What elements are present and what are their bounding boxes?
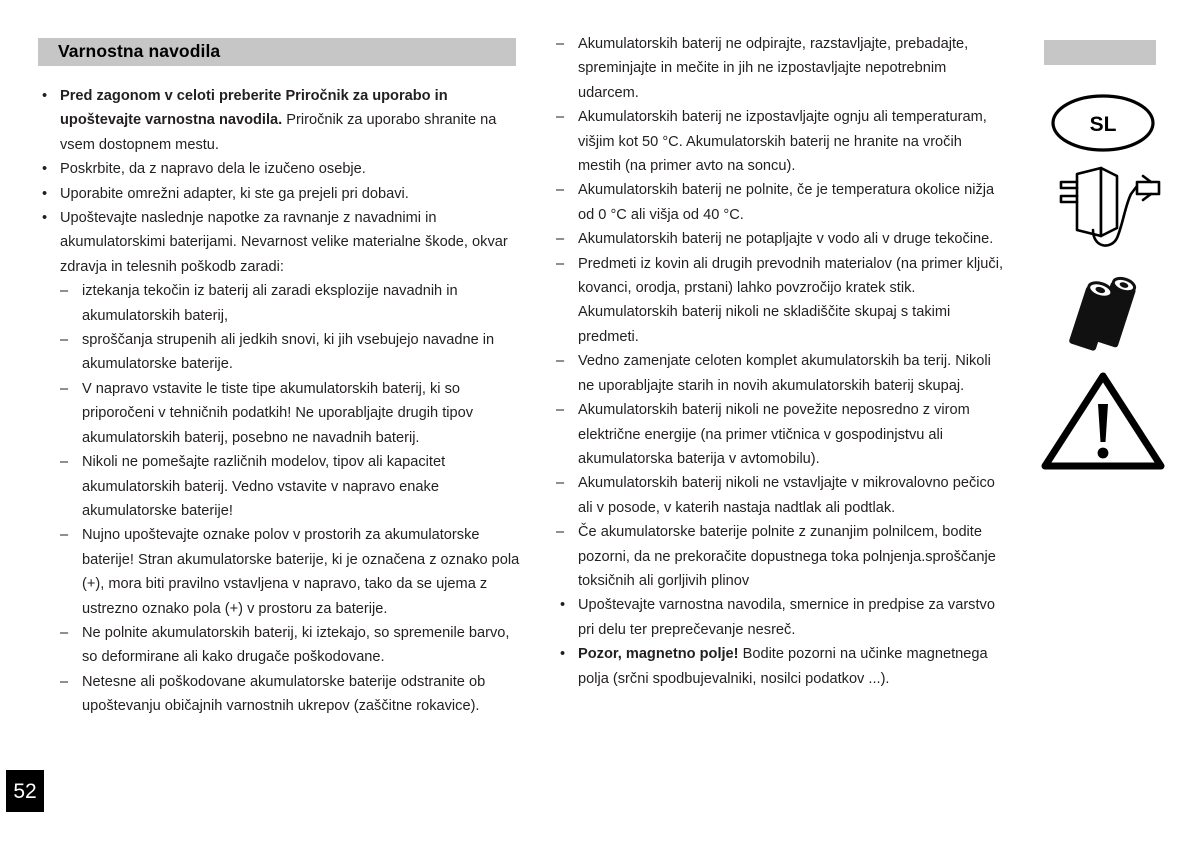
list-item bbox=[556, 593, 1008, 642]
list-item bbox=[556, 227, 1008, 251]
list-item-text bbox=[60, 157, 520, 181]
dash-marker: – bbox=[556, 353, 565, 370]
margin-icon-strip bbox=[1038, 90, 1168, 480]
list-item-text bbox=[578, 252, 1008, 350]
bullet-marker: • bbox=[42, 161, 48, 178]
list-item bbox=[38, 377, 520, 450]
battery-icon bbox=[1038, 266, 1168, 370]
list-item-text bbox=[60, 206, 520, 279]
list-item bbox=[38, 523, 520, 621]
right-text-column bbox=[556, 32, 1008, 691]
list-item-body: Predmeti iz kovin ali drugih prevodnih materialov (na primer ključi, kovanci, orodja, prstani) lahko povzročijo kratek stik. Akumulatorskih baterij nikoli ne skladiščite skupaj s takimi predmeti. bbox=[578, 255, 1004, 345]
left-text-column bbox=[38, 84, 520, 719]
list-item bbox=[556, 105, 1008, 178]
list-item-body: Ne polnite akumulatorskih baterij, ki iztekajo, so spremenile barvo, so deformirane ali kako drugače poškodovane. bbox=[82, 624, 510, 666]
list-item bbox=[556, 178, 1008, 227]
list-item-body: Če akumulatorske baterije polnite z zunanjim polnilcem, bodite pozorni, da ne prekoračite dopustnega toka polnjenja.sproščanje toksičnih ali gorljivih plinov bbox=[578, 524, 996, 589]
page-number-value: 52 bbox=[13, 779, 37, 803]
list-item-text bbox=[82, 377, 520, 450]
list-item bbox=[38, 182, 520, 206]
list-item bbox=[38, 670, 520, 719]
list-item-body: Akumulatorskih baterij nikoli ne vstavljajte v mikrovalovno pečico ali v posode, v katerih nastaja nadtlak ali podtlak. bbox=[578, 475, 995, 516]
list-item-text bbox=[578, 32, 1008, 105]
language-badge-label: SL bbox=[1089, 113, 1117, 136]
dash-marker: – bbox=[60, 332, 69, 349]
list-item-text bbox=[82, 279, 520, 328]
list-item-text bbox=[82, 328, 520, 377]
dash-marker: – bbox=[556, 524, 565, 541]
list-item-text bbox=[578, 642, 1008, 691]
list-item-text bbox=[578, 105, 1008, 178]
page-number bbox=[6, 770, 44, 812]
page-title: Varnostna navodila bbox=[58, 41, 221, 62]
section-heading-bar bbox=[38, 38, 516, 66]
list-item-body: sproščanja strupenih ali jedkih snovi, ki jih vsebujejo navadne in akumulatorske baterije. bbox=[82, 332, 495, 373]
dash-marker: – bbox=[556, 231, 565, 248]
bullet-marker: • bbox=[42, 210, 48, 227]
list-item bbox=[38, 621, 520, 670]
list-item-text bbox=[82, 523, 520, 621]
dash-marker: – bbox=[60, 527, 69, 544]
bullet-marker: • bbox=[560, 597, 566, 614]
list-item-body: Akumulatorskih baterij ne izpostavljajte ognju ali temperaturam, višjim kot 50 °C. Akumulatorskih baterij ne hranite na vročih mestih (na primer avto na soncu). bbox=[578, 109, 987, 175]
dash-marker: – bbox=[60, 624, 69, 641]
dash-marker: – bbox=[556, 36, 565, 52]
list-item-text bbox=[82, 670, 520, 719]
dash-marker: – bbox=[556, 182, 565, 199]
list-item-body: V napravo vstavite le tiste tipe akumulatorskih baterij, ki so priporočeni v tehničnih podatkih! Ne uporabljajte drugih tipov akumulatorskih baterij, posebno ne navadnih baterij. bbox=[82, 380, 474, 446]
list-item bbox=[556, 32, 1008, 105]
list-item-text bbox=[60, 182, 520, 206]
language-badge-sl bbox=[1038, 90, 1168, 162]
list-item-text bbox=[578, 178, 1008, 227]
margin-accent-bar bbox=[1044, 40, 1156, 65]
list-item-text bbox=[578, 593, 1008, 642]
list-item-text bbox=[578, 349, 1008, 398]
list-item-text bbox=[578, 227, 1008, 251]
list-item-body: Nujno upoštevajte oznake polov v prostorih za akumulatorske baterije! Stran akumulatorske baterije, ki je označena z oznako pola (+), mora biti pravilno vstavljena v napravo, tako da se ujema z ustrezno oznako pola (+) v prostoru za baterije. bbox=[82, 527, 520, 617]
dash-marker: – bbox=[60, 454, 69, 471]
list-item-body: Netesne ali poškodovane akumulatorske baterije odstranite ob upoštevanju običajnih varnostnih ukrepov (zaščitne rokavice). bbox=[82, 673, 486, 715]
list-item-text bbox=[82, 621, 520, 670]
list-item-body: Akumulatorskih baterij ne polnite, če je temperatura okolice nižja od 0 °C ali višja od 40 °C. bbox=[578, 182, 995, 223]
list-item bbox=[38, 206, 520, 279]
list-item-body: Vedno zamenjate celoten komplet akumulatorskih ba terij. Nikoli ne uporabljajte starih in novih akumulatorskih baterij skupaj. bbox=[578, 353, 991, 394]
list-item-text bbox=[60, 84, 520, 157]
dash-marker: – bbox=[60, 283, 69, 300]
power-adapter-icon bbox=[1038, 162, 1168, 266]
dash-marker: – bbox=[556, 255, 565, 272]
list-item bbox=[38, 450, 520, 523]
list-item-body: Upoštevajte naslednje napotke za ravnanje z navadnimi in akumulatorskimi baterijami. Nevarnost velike materialne škode, okvar zdravja in telesnih poškodb zaradi: bbox=[60, 210, 508, 275]
dash-marker: – bbox=[556, 109, 565, 126]
list-item-text bbox=[578, 398, 1008, 471]
list-item bbox=[556, 471, 1008, 520]
list-item-text bbox=[578, 471, 1008, 520]
list-item-text bbox=[578, 520, 1008, 593]
dash-marker: – bbox=[556, 475, 565, 492]
list-item bbox=[38, 279, 520, 328]
bullet-marker: • bbox=[560, 646, 566, 663]
list-item bbox=[38, 157, 520, 181]
list-item-body: iztekanja tekočin iz baterij ali zaradi eksplozije navadnih in akumulatorskih baterij, bbox=[82, 283, 458, 324]
list-item-body: Akumulatorskih baterij nikoli ne povežite neposredno z virom električne energije (na primer vtičnica v gospodinjstvu ali akumulatorska baterija v avtomobilu). bbox=[578, 402, 970, 467]
list-item-body: Akumulatorskih baterij ne odpirajte, razstavljajte, prebadajte, spreminjajte in mečite in jih ne izpostavljajte nepotrebnim udarcem. bbox=[578, 36, 969, 101]
list-item-body: Upoštevajte varnostna navodila, smernice in predpise za varstvo pri delu ter preprečevanje nesreč. bbox=[578, 597, 995, 638]
dash-marker: – bbox=[556, 402, 565, 419]
bullet-marker: • bbox=[42, 88, 48, 104]
list-item bbox=[556, 642, 1008, 691]
list-item-lead: Pred zagonom v celoti preberite Priročnik za uporabo in upoštevajte varnostna navodila. bbox=[60, 88, 448, 129]
dash-marker: – bbox=[60, 380, 69, 397]
list-item bbox=[556, 349, 1008, 398]
list-item-text bbox=[82, 450, 520, 523]
list-item bbox=[556, 398, 1008, 471]
list-item bbox=[556, 520, 1008, 593]
warning-triangle-icon bbox=[1038, 370, 1168, 480]
dash-marker: – bbox=[60, 673, 69, 690]
list-item-body: Priročnik za uporabo shranite na vsem dostopnem mestu. bbox=[60, 112, 497, 153]
list-item-body: Uporabite omrežni adapter, ki ste ga prejeli pri dobavi. bbox=[60, 185, 409, 202]
list-item-body: Nikoli ne pomešajte različnih modelov, tipov ali kapacitet akumulatorskih baterij. Vedno vstavite v napravo enake akumulatorske baterije! bbox=[82, 454, 446, 519]
list-item-body: Poskrbite, da z napravo dela le izučeno osebje. bbox=[60, 161, 366, 178]
list-item-lead: Pozor, magnetno polje! bbox=[578, 646, 739, 663]
list-item bbox=[38, 84, 520, 157]
list-item-body: Akumulatorskih baterij ne potapljajte v vodo ali v druge tekočine. bbox=[578, 231, 994, 248]
list-item bbox=[556, 252, 1008, 350]
bullet-marker: • bbox=[42, 185, 48, 202]
list-item bbox=[38, 328, 520, 377]
list-item-body: Bodite pozorni na učinke magnetnega polja (srčni spodbujevalniki, nosilci podatkov ...). bbox=[578, 646, 988, 687]
